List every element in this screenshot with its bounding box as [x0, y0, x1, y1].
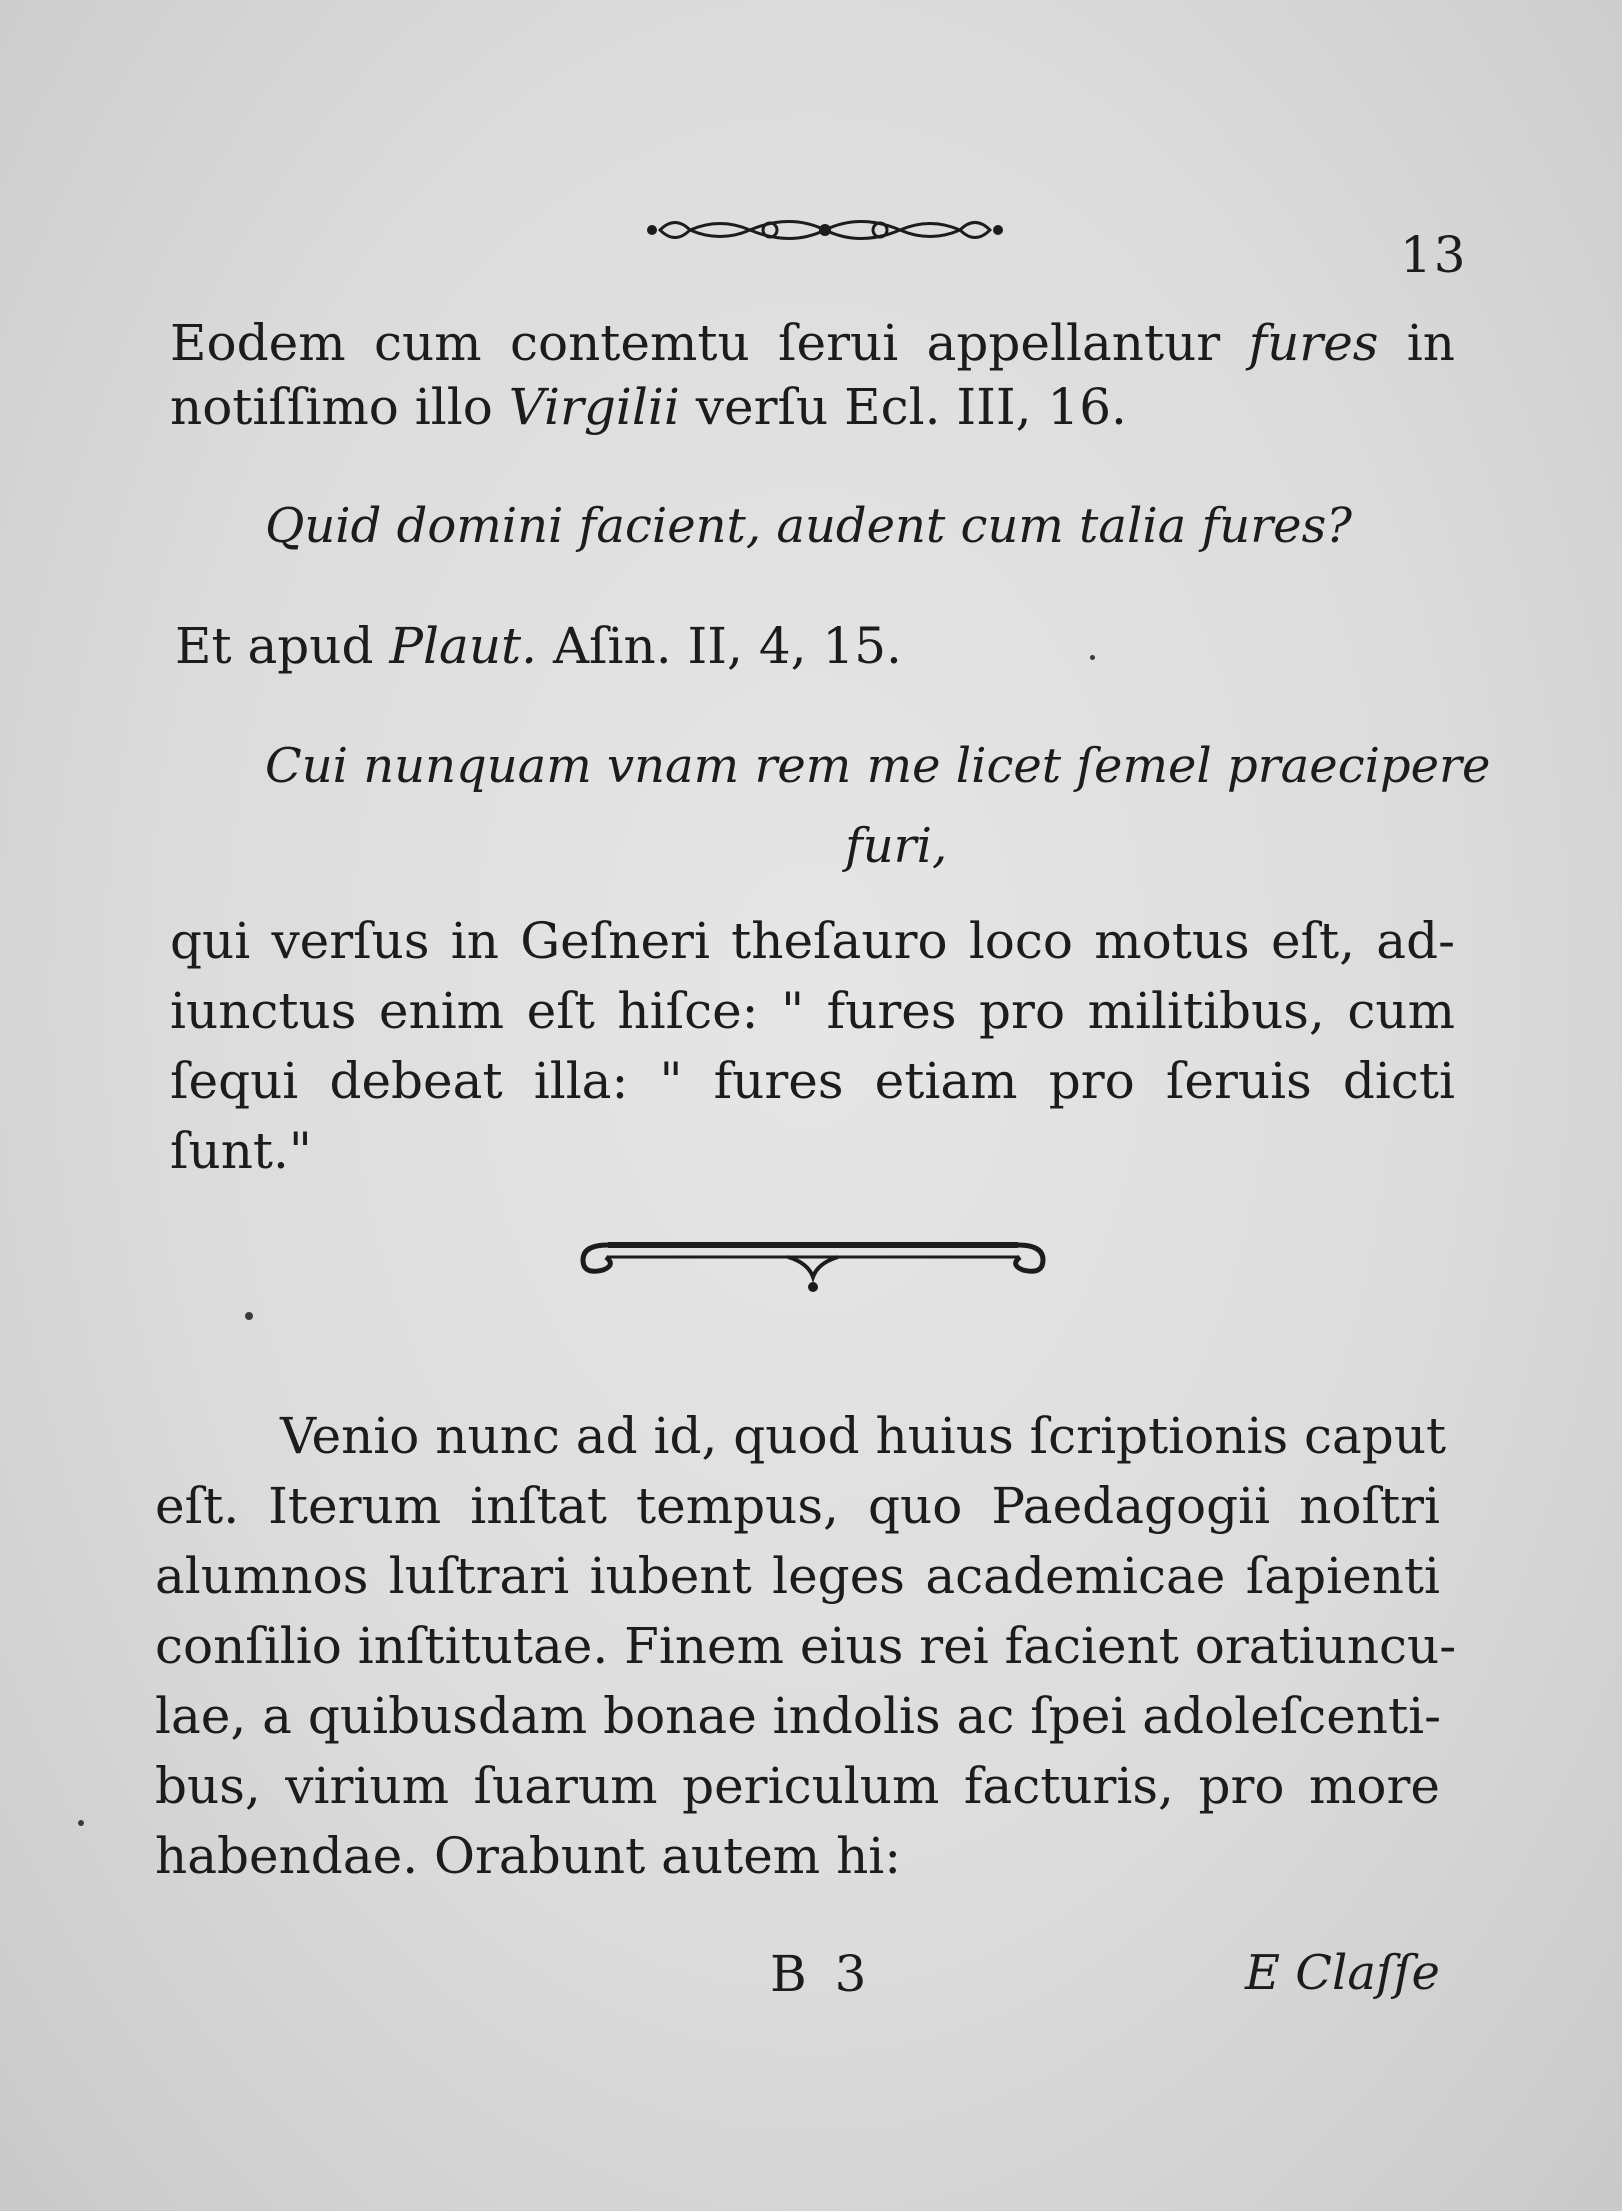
para1-line2: notiſſimo illo Virgilii verſu Ecl. III, 16.	[170, 378, 1127, 436]
para3-line7: habendae. Orabunt autem hi:	[155, 1827, 902, 1885]
para3-line1: Venio nunc ad id, quod huius ſcriptionis caput	[280, 1407, 1447, 1465]
floral-headpiece-ornament	[640, 205, 1010, 255]
para2-line4: ſunt."	[170, 1122, 312, 1180]
para3-line6: bus, virium ſuarum periculum facturis, pro more	[155, 1757, 1440, 1815]
para2-line3: ſequi debeat illa: " fures etiam pro ſeruis dicti	[170, 1052, 1455, 1110]
para1-line1: Eodem cum contemtu ſerui appellantur fures in	[170, 314, 1456, 372]
para3-line2: eſt. Iterum inſtat tempus, quo Paedagogii noſtri	[155, 1477, 1440, 1535]
para3-line4: conſilio inſtitutae. Finem eius rei facient oratiuncu-	[155, 1617, 1457, 1675]
catchword: E Claſſe	[1245, 1945, 1440, 2001]
verse-quote-2-line2: furi,	[845, 818, 948, 874]
para3-line3: alumnos luſtrari iubent leges academicae ſapienti	[155, 1547, 1440, 1605]
page-number: 13	[1400, 226, 1468, 284]
signature-mark: B 3	[770, 1945, 873, 2003]
ink-speck	[1090, 655, 1095, 660]
para2-line2: iunctus enim eſt hiſce: " fures pro militibus, cum	[170, 982, 1455, 1040]
citation-plautus: Et apud Plaut. Aſin. II, 4, 15.	[175, 617, 902, 675]
para2-line1: qui verſus in Geſneri theſauro loco motus eſt, ad-	[170, 912, 1455, 970]
scroll-bracket-ornament	[568, 1215, 1058, 1305]
para3-line5: lae, a quibusdam bonae indolis ac ſpei adoleſcenti-	[155, 1687, 1441, 1745]
ink-speck	[78, 1820, 84, 1826]
ink-speck	[245, 1312, 253, 1320]
verse-quote-2-line1: Cui nunquam vnam rem me licet ſemel praecipere	[265, 738, 1491, 794]
verse-quote-1: Quid domini facient, audent cum talia fures?	[265, 498, 1352, 554]
